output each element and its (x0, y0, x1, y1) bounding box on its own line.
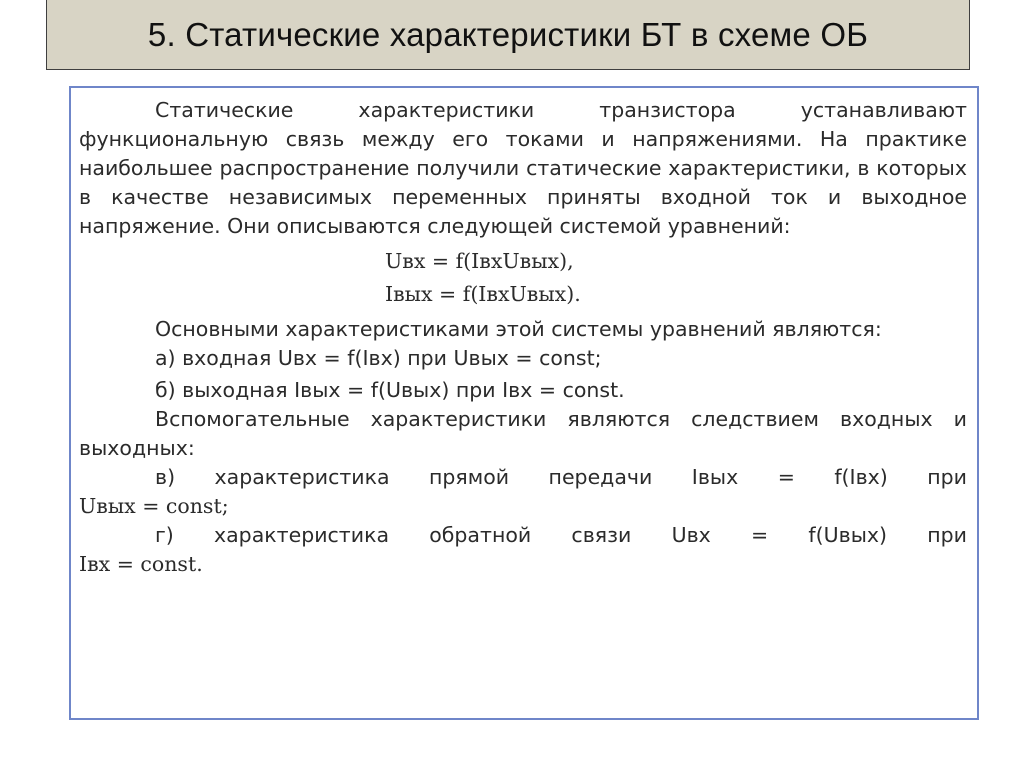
list-item-output-characteristic: б) выходная Iвых = f(Uвых) при Iвх = const. (155, 378, 625, 402)
paragraph-auxiliary-characteristics: Вспомогательные характеристики являются следствием входных и выходных: (79, 407, 967, 460)
list-item-forward-transfer: в) характеристика прямой передачи Iвых = f(Iвх) при (155, 465, 967, 489)
scanned-text-frame (69, 86, 979, 720)
list-item-feedback: г) характеристика обратной связи Uвх = f(Uвых) при (155, 523, 967, 547)
list-item-forward-transfer-condition: Uвых = const; (79, 494, 229, 518)
equation-input-voltage: Uвх = f(IвхUвых), (385, 249, 574, 273)
list-item-input-characteristic: а) входная Uвх = f(Iвх) при Uвых = const; (155, 346, 602, 370)
slide-title: 5. Статические характеристики БТ в схеме ОБ (147, 15, 869, 53)
paragraph-intro: Статические характеристики транзистора устанавливают функциональную связь между его токами и напряжениями. На практике наибольшее распространение получили статические характеристики, в которых в качестве независимых переменных приняты входной ток и выходное напряжение. Они описываются следующей системой уравнений: (79, 98, 967, 238)
list-item-feedback-condition: Iвх = const. (79, 552, 203, 576)
slide-title-bar (46, 0, 970, 70)
equation-output-current: Iвых = f(IвхUвых). (385, 282, 581, 306)
paragraph-main-characteristics: Основными характеристиками этой системы уравнений являются: (155, 317, 882, 341)
document-body (79, 96, 967, 579)
